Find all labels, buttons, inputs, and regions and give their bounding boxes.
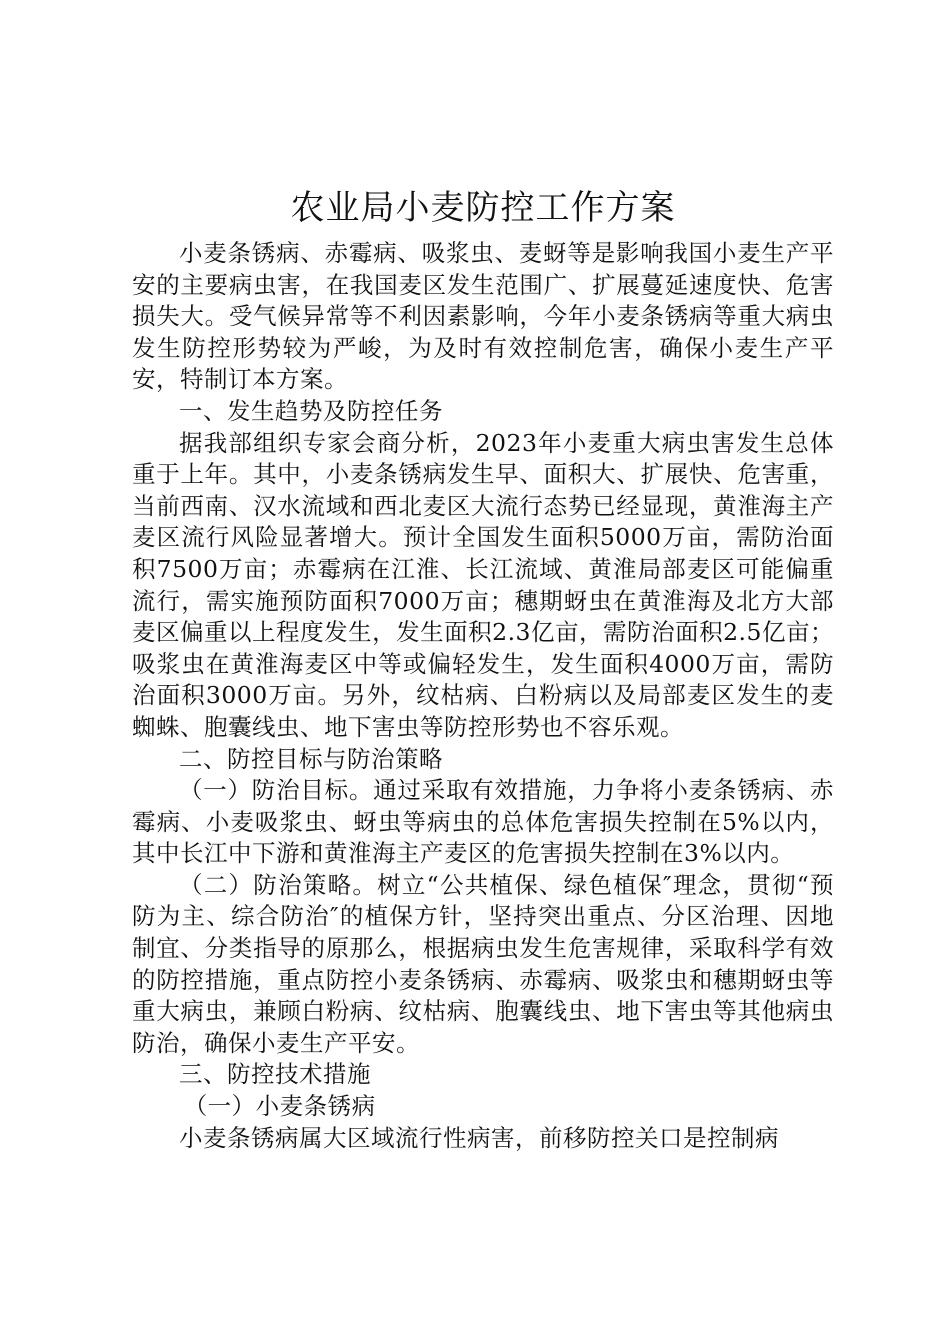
section-2-strategy: （二）防治策略。树立“公共植保、绿色植保″理念，贯彻“预防为主、综合防治″的植保方针，坚持突出重点、分区治理、因地制宜、分类指导的原那么，根据病虫发生危害规律，采取科学有效的防控措施，重点防控小麦条锈病、赤霉病、吸浆虫和穗期蚜虫等重大病虫，兼顾白粉病、纹枯病、胞囊线虫、地下害虫等其他病虫防治，确保小麦生产平安。 bbox=[132, 870, 834, 1057]
section-1-heading: 一、发生趋势及防控任务 bbox=[179, 396, 443, 425]
document-title: 农业局小麦防控工作方案 bbox=[290, 188, 676, 228]
section-3-sub1-body: 小麦条锈病属大区域流行性病害，前移防控关口是控制病 bbox=[179, 1123, 779, 1152]
document-page bbox=[132, 178, 834, 1154]
section-1-body: 据我部组织专家会商分析，2023年小麦重大病虫害发生总体重于上年。其中，小麦条锈病发生早、面积大、扩展快、危害重，当前西南、汉水流域和西北麦区大流行态势已经显现，黄淮海主产麦区流行风险显著增大。预计全国发生面积5000万亩，需防治面积7500万亩；赤霉病在江淮、长江流域、黄淮局部麦区可能偏重流行，需实施预防面积7000万亩；穗期蚜虫在黄淮海及北方大部麦区偏重以上程度发生，发生面积2.3亿亩，需防治面积2.5亿亩；吸浆虫在黄淮海麦区中等或偏轻发生，发生面积4000万亩，需防治面积3000万亩。另外，纹枯病、白粉病以及局部麦区发生的麦蜘蛛、胞囊线虫、地下害虫等防控形势也不容乐观。 bbox=[132, 428, 834, 741]
section-3-subheading-1: （一）小麦条锈病 bbox=[183, 1092, 376, 1121]
section-2-heading: 二、防控目标与防治策略 bbox=[179, 744, 443, 773]
section-3-heading: 三、防控技术措施 bbox=[179, 1060, 371, 1089]
section-2-goal: （一）防治目标。通过采取有效措施，力争将小麦条锈病、赤霉病、小麦吸浆虫、蚜虫等病虫的总体危害损失控制在5%以内，其中长江中下游和黄淮海主产麦区的危害损失控制在3%以内。 bbox=[132, 776, 834, 868]
intro-paragraph: 小麦条锈病、赤霉病、吸浆虫、麦蚜等是影响我国小麦生产平安的主要病虫害，在我国麦区发生范围广、扩展蔓延速度快、危害损失大。受气候异常等不利因素影响，今年小麦条锈病等重大病虫发生防控形势较为严峻，为及时有效控制危害，确保小麦生产平安，特制订本方案。 bbox=[132, 239, 834, 394]
